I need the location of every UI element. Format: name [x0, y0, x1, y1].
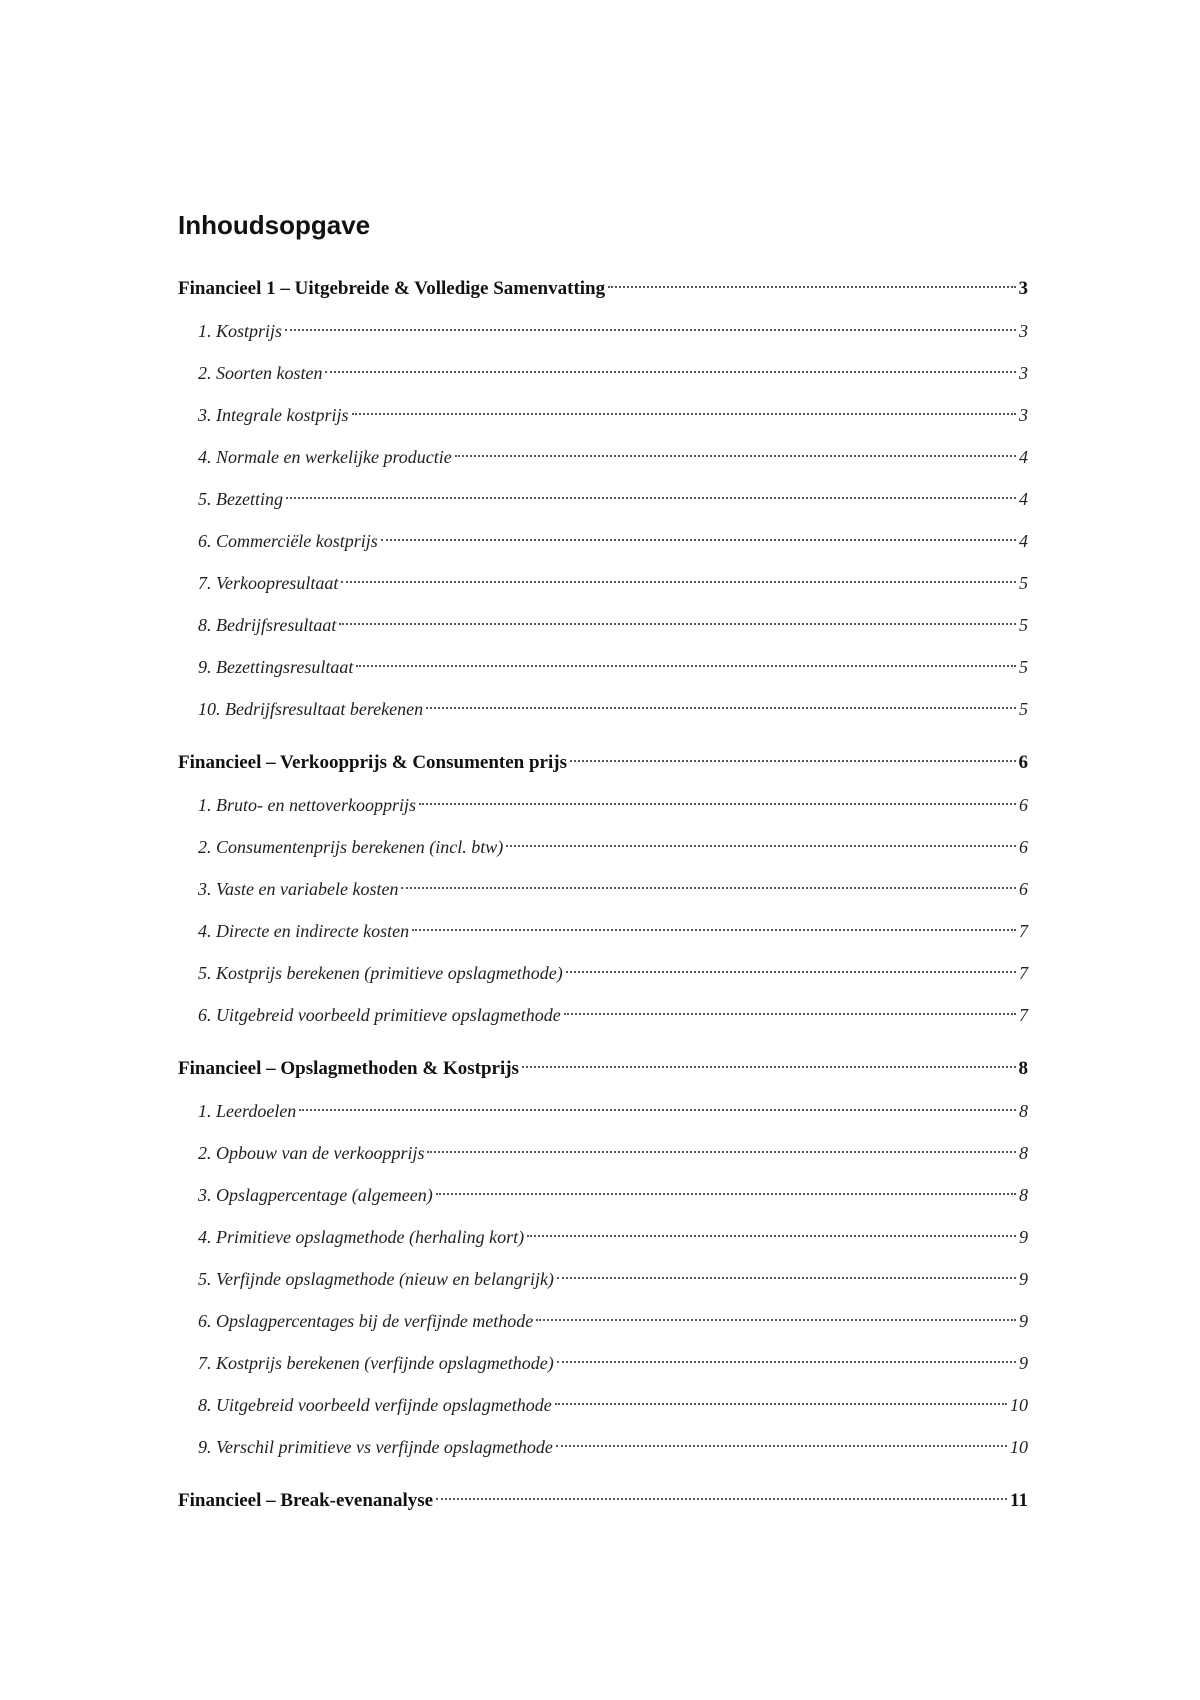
toc-page-number: 9 — [1019, 1227, 1028, 1247]
toc-section-entry[interactable] — [178, 1426, 1028, 1468]
toc-entry-title: 1. Leerdoelen — [198, 1101, 297, 1121]
toc-section-entry[interactable] — [178, 352, 1028, 394]
toc-entry-title: 2. Consumentenprijs berekenen (incl. btw) — [198, 837, 504, 857]
toc-section-entry[interactable] — [178, 478, 1028, 520]
toc-dot-leader — [557, 1277, 1016, 1279]
toc-title: Inhoudsopgave — [178, 210, 371, 240]
toc-dot-leader — [506, 845, 1016, 847]
toc-dot-leader — [427, 1151, 1016, 1153]
toc-page-number: 6 — [1018, 752, 1028, 773]
toc-page-number: 3 — [1019, 363, 1028, 383]
toc-dot-leader — [522, 1066, 1016, 1068]
toc-page-number: 8 — [1018, 1058, 1028, 1079]
toc-chapter-entry[interactable] — [178, 742, 1028, 784]
toc-page-number: 7 — [1019, 1005, 1028, 1025]
toc-section-entry[interactable] — [178, 1258, 1028, 1300]
toc-page-number: 4 — [1019, 531, 1028, 551]
toc-section-entry[interactable] — [178, 1300, 1028, 1342]
toc-section-entry[interactable] — [178, 562, 1028, 604]
toc-dot-leader — [381, 539, 1016, 541]
toc-entry-title: 6. Uitgebreid voorbeeld primitieve opslagmethode — [198, 1005, 561, 1025]
toc-entry-title: 3. Vaste en variabele kosten — [198, 879, 399, 899]
toc-page-number: 10 — [1010, 1437, 1028, 1457]
toc-section-entry[interactable] — [178, 868, 1028, 910]
toc-entry-title: 10. Bedrijfsresultaat berekenen — [198, 699, 424, 719]
toc-dot-leader — [436, 1193, 1016, 1195]
toc-entry-title: Financieel – Opslagmethoden & Kostprijs — [178, 1058, 519, 1079]
toc-dot-leader — [436, 1498, 1007, 1500]
toc-section-entry[interactable] — [178, 1132, 1028, 1174]
toc-entry-title: 4. Directe en indirecte kosten — [198, 921, 410, 941]
toc-page-number: 11 — [1010, 1490, 1028, 1511]
toc-dot-leader — [341, 581, 1016, 583]
toc-dot-leader — [419, 803, 1016, 805]
toc-page-number: 10 — [1010, 1395, 1028, 1415]
toc-chapter-entry[interactable] — [178, 1048, 1028, 1090]
toc-page-number: 5 — [1019, 615, 1028, 635]
toc-entry-title: 8. Uitgebreid voorbeeld verfijnde opslagmethode — [198, 1395, 552, 1415]
toc-dot-leader — [556, 1445, 1007, 1447]
toc-entry-title: 2. Opbouw van de verkoopprijs — [198, 1143, 425, 1163]
toc-dot-leader — [356, 665, 1016, 667]
toc-entry-title: Financieel 1 – Uitgebreide & Volledige Samenvatting — [178, 278, 606, 299]
toc-dot-leader — [339, 623, 1016, 625]
toc-page-number: 7 — [1019, 963, 1028, 983]
toc-dot-leader — [570, 760, 1016, 762]
toc-page-number: 5 — [1019, 573, 1028, 593]
toc-dot-leader — [608, 286, 1015, 288]
toc-chapter-entry[interactable] — [178, 1480, 1028, 1522]
toc-page-number: 8 — [1019, 1185, 1028, 1205]
toc-entry-title: 9. Bezettingsresultaat — [198, 657, 354, 677]
toc-entry-title: 8. Bedrijfsresultaat — [198, 615, 337, 635]
toc-page-number: 4 — [1019, 489, 1028, 509]
toc-page-number: 3 — [1019, 321, 1028, 341]
toc-section-entry[interactable] — [178, 646, 1028, 688]
toc-dot-leader — [536, 1319, 1016, 1321]
toc-section-entry[interactable] — [178, 688, 1028, 730]
toc-entry-title: 6. Commerciële kostprijs — [198, 531, 378, 551]
toc-page-number: 9 — [1019, 1269, 1028, 1289]
toc-page-number: 9 — [1019, 1311, 1028, 1331]
toc-page-number: 5 — [1019, 699, 1028, 719]
toc-dot-leader — [566, 971, 1016, 973]
toc-section-entry[interactable] — [178, 1342, 1028, 1384]
toc-page-number: 8 — [1019, 1101, 1028, 1121]
toc-dot-leader — [401, 887, 1016, 889]
toc-dot-leader — [352, 413, 1017, 415]
toc-section-entry[interactable] — [178, 520, 1028, 562]
toc-dot-leader — [285, 329, 1016, 331]
toc-entry-title: 4. Normale en werkelijke productie — [198, 447, 452, 467]
toc-section-entry[interactable] — [178, 826, 1028, 868]
toc-entry-title: 3. Opslagpercentage (algemeen) — [198, 1185, 433, 1205]
toc-entry-title: 7. Kostprijs berekenen (verfijnde opslagmethode) — [198, 1353, 554, 1373]
toc-dot-leader — [555, 1403, 1007, 1405]
toc-dot-leader — [412, 929, 1016, 931]
toc-page-number: 5 — [1019, 657, 1028, 677]
toc-page-number: 4 — [1019, 447, 1028, 467]
toc-dot-leader — [564, 1013, 1016, 1015]
toc-entry-title: Financieel – Break-evenanalyse — [178, 1490, 434, 1511]
toc-entry-title: 2. Soorten kosten — [198, 363, 323, 383]
toc-section-entry[interactable] — [178, 394, 1028, 436]
toc-entry-title: 1. Bruto- en nettoverkoopprijs — [198, 795, 416, 815]
toc-dot-leader — [455, 455, 1016, 457]
toc-section-entry[interactable] — [178, 1216, 1028, 1258]
toc-entry-title: 5. Bezetting — [198, 489, 283, 509]
toc-entry-title: 4. Primitieve opslagmethode (herhaling kort) — [198, 1227, 525, 1247]
toc-entry-title: 5. Verfijnde opslagmethode (nieuw en belangrijk) — [198, 1269, 554, 1289]
toc-dot-leader — [299, 1109, 1016, 1111]
toc-entry-title: 6. Opslagpercentages bij de verfijnde methode — [198, 1311, 534, 1331]
toc-entry-title: 7. Verkoopresultaat — [198, 573, 339, 593]
toc-dot-leader — [557, 1361, 1016, 1363]
toc-entry-title: 3. Integrale kostprijs — [198, 405, 349, 425]
toc-section-entry[interactable] — [178, 436, 1028, 478]
toc-page-number: 6 — [1019, 837, 1028, 857]
toc-section-entry[interactable] — [178, 1174, 1028, 1216]
toc-section-entry[interactable] — [178, 952, 1028, 994]
toc-dot-leader — [426, 707, 1016, 709]
toc-dot-leader — [286, 497, 1016, 499]
toc-page-number: 3 — [1019, 405, 1028, 425]
toc-section-entry[interactable] — [178, 784, 1028, 826]
toc-section-entry[interactable] — [178, 910, 1028, 952]
toc-section-entry[interactable] — [178, 1090, 1028, 1132]
toc-section-entry[interactable] — [178, 1384, 1028, 1426]
toc-chapter-entry[interactable] — [178, 268, 1028, 310]
toc-dot-leader — [325, 371, 1016, 373]
toc-entry-title: 5. Kostprijs berekenen (primitieve opslagmethode) — [198, 963, 563, 983]
toc-dot-leader — [527, 1235, 1016, 1237]
toc-entry-title: 1. Kostprijs — [198, 321, 283, 341]
toc-page-number: 6 — [1019, 795, 1028, 815]
table-of-contents — [178, 268, 1028, 1522]
toc-page-number: 8 — [1019, 1143, 1028, 1163]
toc-page-number: 3 — [1018, 278, 1028, 299]
toc-section-entry[interactable] — [178, 604, 1028, 646]
toc-section-entry[interactable] — [178, 994, 1028, 1036]
toc-section-entry[interactable] — [178, 310, 1028, 352]
toc-entry-title: 9. Verschil primitieve vs verfijnde opslagmethode — [198, 1437, 553, 1457]
toc-page-number: 7 — [1019, 921, 1028, 941]
toc-page-number: 6 — [1019, 879, 1028, 899]
toc-entry-title: Financieel – Verkoopprijs & Consumenten prijs — [178, 752, 567, 773]
toc-page-number: 9 — [1019, 1353, 1028, 1373]
